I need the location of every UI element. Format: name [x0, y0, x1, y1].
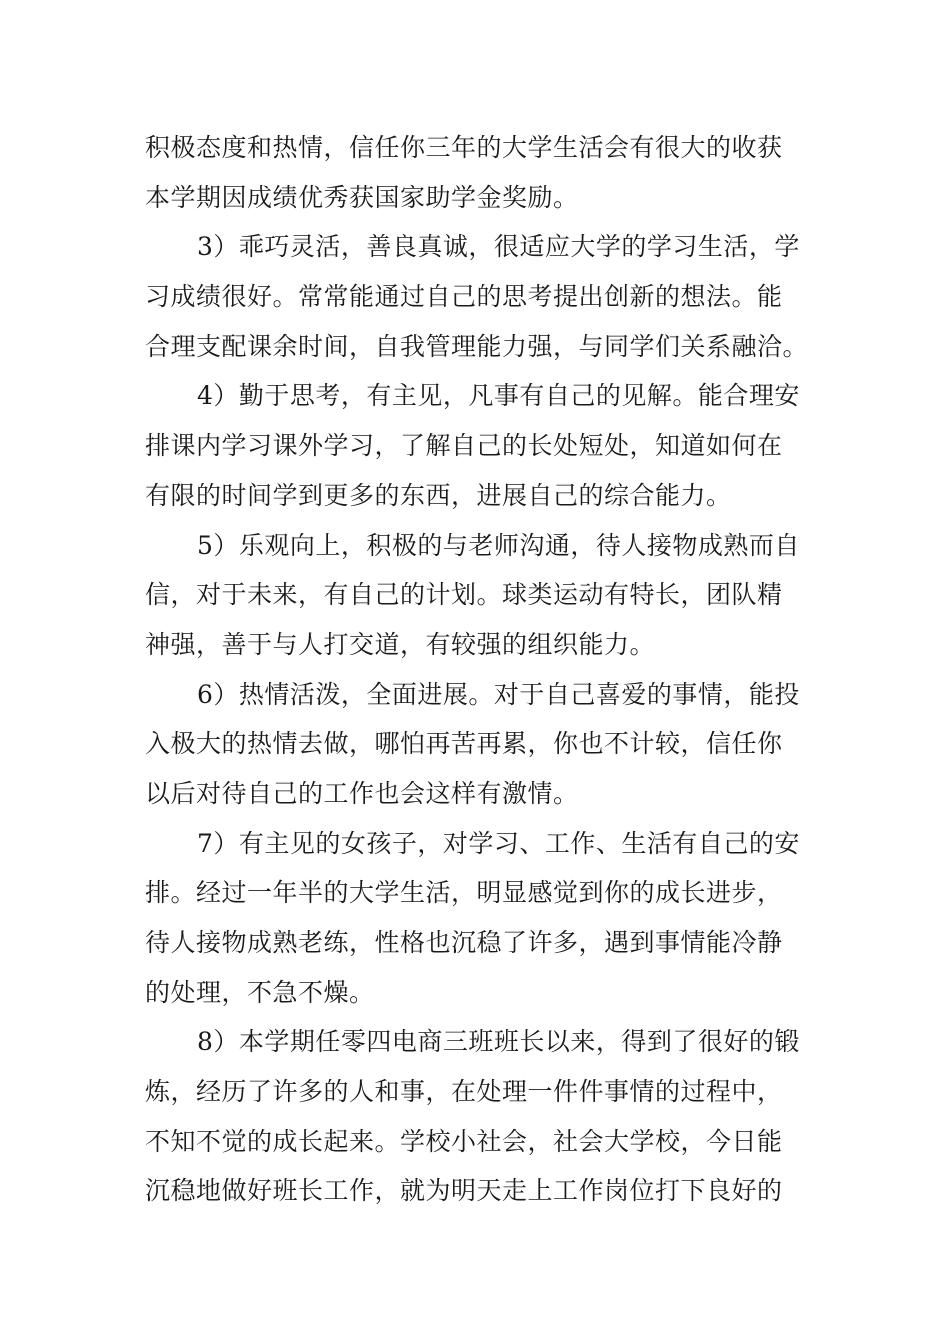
paragraph-item-7: [145, 819, 813, 1018]
text-line: 4）勤于思考，有主见，凡事有自己的见解。能合理安: [197, 381, 800, 411]
text-line: 本学期因成绩优秀获国家助学金奖励。: [145, 182, 579, 212]
text-line: 沉稳地做好班长工作，就为明天走上工作岗位打下良好的: [145, 1176, 783, 1206]
paragraph-item-5: [145, 521, 813, 670]
text-line: 有限的时间学到更多的东西，进展自己的综合能力。: [145, 480, 732, 510]
text-line: 习成绩很好。常常能通过自己的思考提出创新的想法。能: [145, 282, 783, 312]
text-line: 积极态度和热情，信任你三年的大学生活会有很大的收获: [145, 133, 783, 162]
text-line: 6）热情活泼，全面进展。对于自己喜爱的事情，能投: [197, 679, 800, 709]
text-line: 合理支配课余时间，自我管理能力强，与同学们关系融洽。: [145, 331, 809, 361]
text-line: 神强，善于与人打交道，有较强的组织能力。: [145, 629, 656, 659]
paragraph-item-6: [145, 670, 813, 819]
text-line: 炼，经历了许多的人和事，在处理一件件事情的过程中，: [145, 1077, 783, 1107]
text-line: 以后对待自己的工作也会这样有激情。: [145, 778, 579, 808]
text-line: 待人接物成熟老练，性格也沉稳了许多，遇到事情能冷静: [145, 928, 783, 957]
text-line: 信，对于未来，有自己的计划。球类运动有特长，团队精: [145, 580, 783, 610]
paragraph-item-8: [145, 1017, 813, 1216]
text-line: 不知不觉的成长起来。学校小社会，社会大学校，今日能: [145, 1126, 783, 1156]
paragraph-item-4: [145, 371, 813, 520]
paragraph-item-3: [145, 222, 813, 371]
text-line: 排。经过一年半的大学生活，明显感觉到你的成长进步，: [145, 878, 783, 908]
text-line: 7）有主见的女孩子，对学习、工作、生活有自己的安: [197, 828, 800, 858]
text-line: 5）乐观向上，积极的与老师沟通，待人接物成熟而自: [197, 530, 800, 560]
text-line: 入极大的热情去做，哪怕再苦再累，你也不计较，信任你: [145, 729, 783, 759]
text-line: 排课内学习课外学习，了解自己的长处短处，知道如何在: [145, 431, 783, 461]
text-line: 8）本学期任零四电商三班班长以来，得到了很好的锻: [197, 1027, 800, 1057]
paragraph-continuation: [145, 123, 813, 222]
document-body: [145, 123, 813, 1216]
text-line: 3）乖巧灵活，善良真诚，很适应大学的学习生活，学: [197, 232, 800, 262]
text-line: 的处理，不急不燥。: [145, 977, 375, 1007]
